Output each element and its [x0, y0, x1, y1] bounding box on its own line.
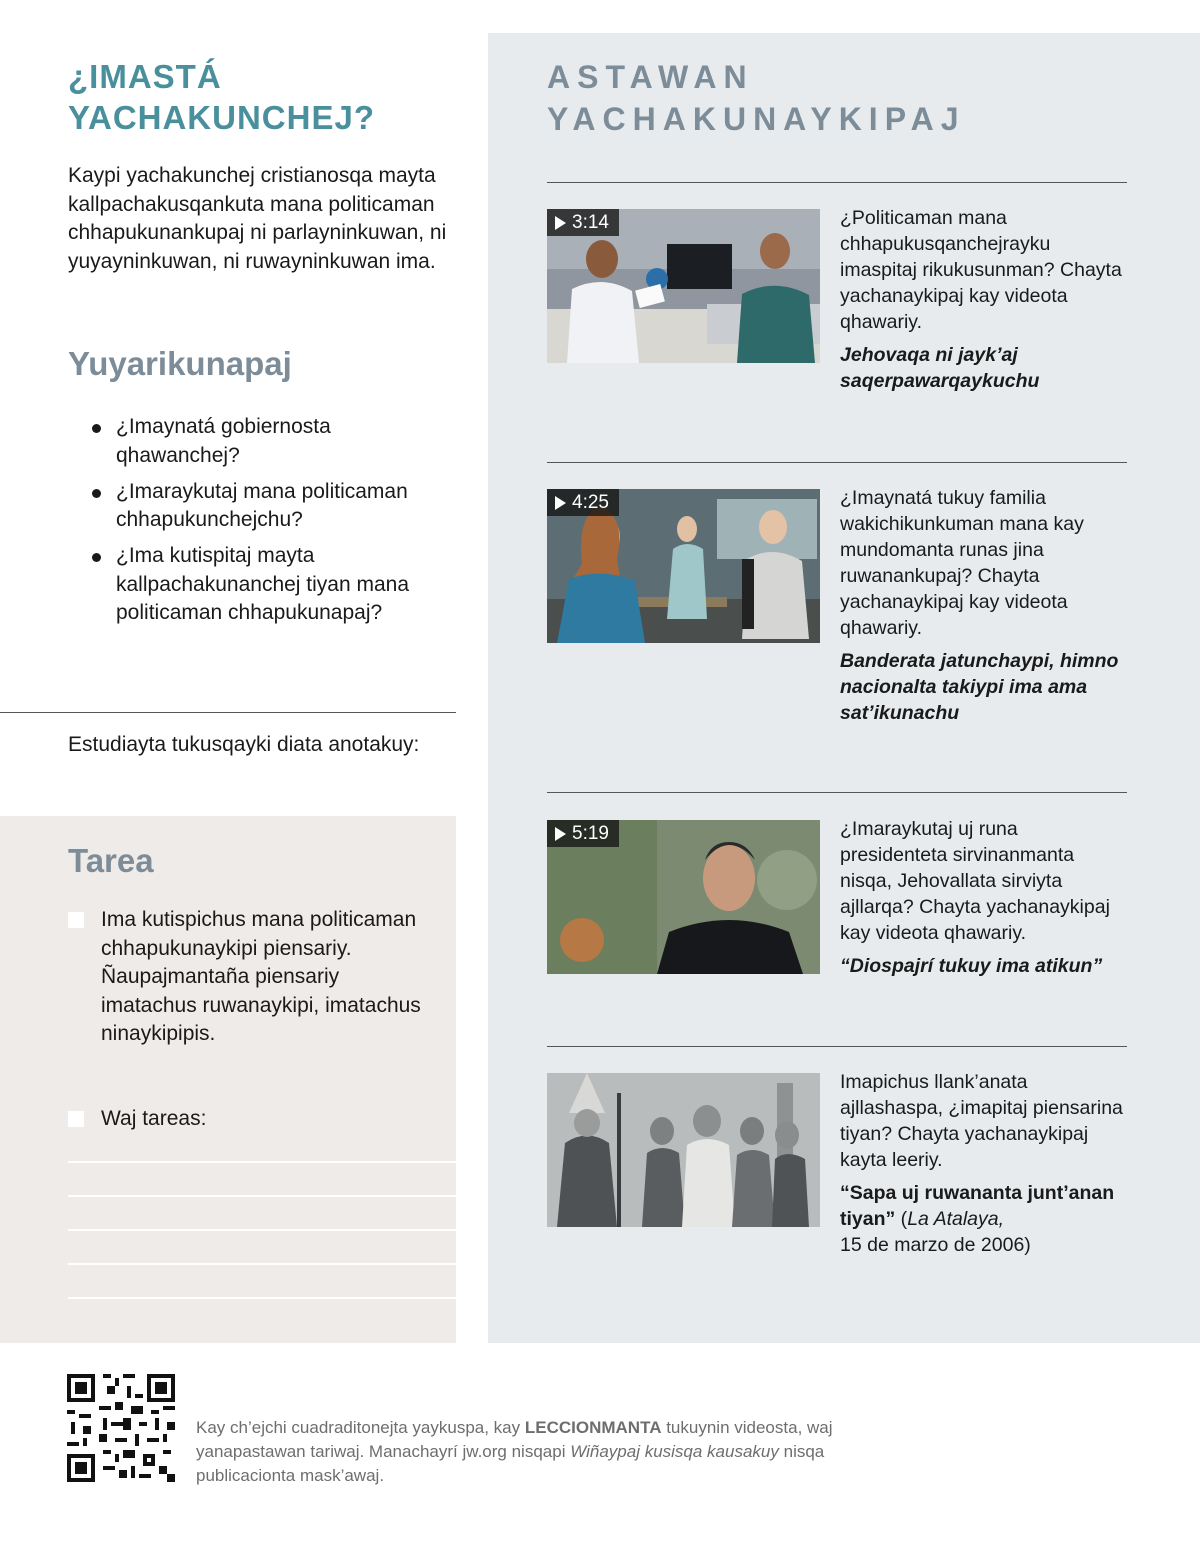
ancient-court-illustration: [547, 1073, 820, 1227]
write-line[interactable]: [68, 1161, 456, 1163]
review-question: ¿Imaynatá gobiernosta qhawanchej?: [92, 413, 452, 470]
article-reference[interactable]: [840, 1180, 1130, 1258]
video-thumbnail-office[interactable]: [547, 209, 820, 363]
tarea-title: Tarea: [68, 842, 154, 879]
video-duration-badge: 3:14: [547, 209, 619, 236]
write-line[interactable]: [68, 1297, 456, 1299]
review-question: ¿Ima kutispitaj mayta kallpachakunanchej tiyan mana politicaman chhapukunapaj?: [92, 542, 452, 628]
article-source-open: (: [895, 1208, 908, 1230]
video-title-link[interactable]: “Diospajrí tukuy ima atikun”: [840, 955, 1103, 977]
play-icon: [555, 496, 566, 510]
video-title-link[interactable]: Jehovaqa ni jayk’aj saqerpawarqaykuchu: [840, 344, 1040, 392]
study-date-label: Estudiayta tukusqayki diata anotakuy:: [68, 733, 420, 756]
more-title-line1: ASTAWAN: [547, 59, 754, 95]
more-title-line2: YACHAKUNAYKIPAJ: [547, 101, 966, 137]
video-title-link[interactable]: Banderata jatunchaypi, himno nacionalta takiypi ima ama sat’ikunachu: [840, 650, 1119, 724]
write-line[interactable]: [68, 1263, 456, 1265]
article-date: 15 de marzo de 2006): [840, 1234, 1031, 1256]
video-thumbnail-classroom[interactable]: [547, 489, 820, 643]
summary-body: Kaypi yachakunchej cristianosqa mayta kallpachakusqankuta mana politicaman chhapukunankupaj ni parlayninkuwan, ni yuyayninkuwan, ni ruwayninkuwan ima.: [68, 164, 447, 273]
footer-bold: LECCIONMANTA: [524, 1418, 662, 1437]
bullet-icon: [92, 553, 101, 562]
video-duration-badge: 5:19: [547, 820, 619, 847]
bullet-icon: [92, 424, 101, 433]
divider: [547, 182, 1127, 183]
article-publication: La Atalaya,: [907, 1208, 1005, 1230]
item-description: Imapichus llank’anata ajllashaspa, ¿imapitaj piensarina tiyan? Chayta yachanaykipaj kayta leeriy.: [840, 1071, 1123, 1171]
footer-text: Kay ch’ejchi cuadraditonejta yaykuspa, kay LECCIONMANTA tukuynin videosta, waj yanapastawan tariwaj. Manachayrí jw.org nisqapi Wiñaypaj kusisqa kausakuy nisqa publicacionta mask’awaj.: [196, 1418, 833, 1485]
divider: [547, 792, 1127, 793]
other-tasks-label: Waj tareas:: [101, 1107, 207, 1130]
divider: [547, 1046, 1127, 1047]
task-checkbox[interactable]: [68, 912, 84, 928]
bullet-icon: [92, 489, 101, 498]
other-tasks-checkbox[interactable]: [68, 1111, 84, 1127]
article-illustration: [547, 1073, 820, 1227]
item-description: ¿Politicaman mana chhapukusqanchejrayku imaspitaj rikukusunman? Chayta yachanaykipaj kay videota qhawariy.: [840, 207, 1122, 333]
task-text: Ima kutispichus mana politicaman chhapukunaykipi piensariy. Ñaupajmantaña piensariy imatachus ruwanaykipi, imatachus ninaykipipis.: [101, 908, 421, 1045]
divider: [547, 462, 1127, 463]
review-title: Yuyarikunapaj: [68, 345, 292, 382]
review-question: ¿Imaraykutaj mana politicaman chhapukunchejchu?: [92, 478, 452, 535]
qr-code-icon[interactable]: [67, 1374, 175, 1482]
summary-title: [68, 56, 468, 138]
item-description: ¿Imaraykutaj uj runa presidenteta sirvinanmanta nisqa, Jehovallata sirviyta ajllarqa? Chayta yachanaykipaj kay videota qhawariy.: [840, 818, 1110, 944]
summary-title-line1: ¿IMASTÁ: [68, 58, 222, 95]
video-duration-badge: 4:25: [547, 489, 619, 516]
divider: [0, 712, 456, 713]
play-icon: [555, 216, 566, 230]
write-line[interactable]: [68, 1195, 456, 1197]
summary-title-line2: YACHAKUNCHEJ?: [68, 99, 375, 136]
write-line[interactable]: [68, 1229, 456, 1231]
video-thumbnail-portrait[interactable]: [547, 820, 820, 974]
more-title: [547, 56, 966, 140]
item-description: ¿Imaynatá tukuy familia wakichikunkuman mana kay mundomanta runas jina ruwanankupaj? Chayta yachanaykipaj kay videota qhawariy.: [840, 487, 1084, 639]
play-icon: [555, 827, 566, 841]
footer-publication: Wiñaypaj kusisqa kausakuy: [570, 1442, 779, 1461]
review-questions: [92, 413, 452, 635]
article-title[interactable]: “Sapa uj ruwananta junt’anan tiyan”: [840, 1182, 1115, 1230]
